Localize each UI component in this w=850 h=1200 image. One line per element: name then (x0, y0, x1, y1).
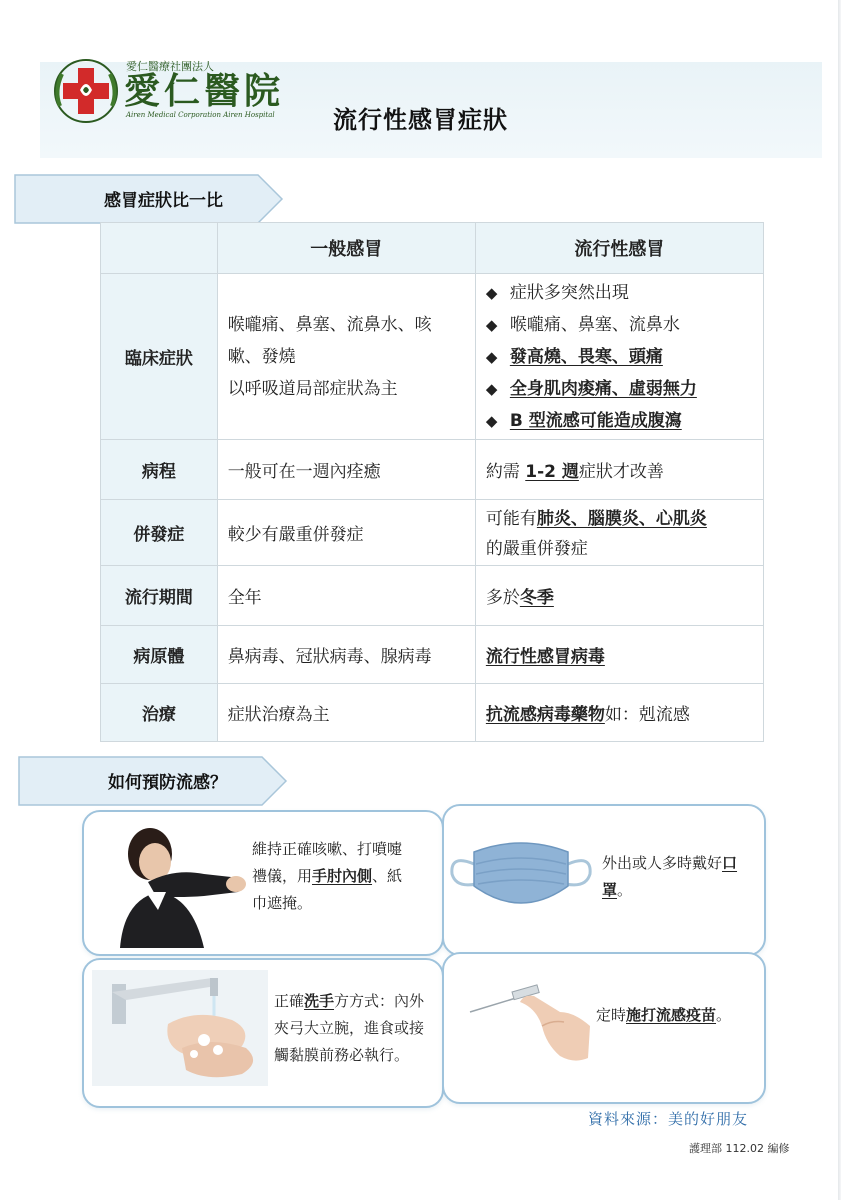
card-mask-text (602, 850, 758, 904)
hospital-logo (50, 56, 300, 126)
cell-common-treatment: 症狀治療為主 (217, 684, 475, 742)
flu-symptom-emphasis: 全身肌肉痠痛、虛弱無力 (509, 378, 697, 399)
emphasis-text: 口 (722, 854, 738, 872)
text: 禮儀，用 (252, 867, 313, 885)
list-item (486, 373, 753, 405)
table-row (101, 500, 764, 566)
card-hand-washing (82, 958, 444, 1108)
card-wash-text (274, 988, 438, 1069)
logo-org-text: 愛仁醫療社團法人 (126, 60, 214, 73)
emphasis-text: 1-2 週 (525, 462, 579, 482)
text: 約需 (485, 462, 526, 482)
text: 如：剋流感 (604, 705, 690, 725)
page-title: 流行性感冒症狀 (333, 106, 508, 134)
text: 的嚴重併發症 (485, 538, 588, 559)
text: 、紙 (372, 867, 403, 885)
text: 外出或人多時戴好 (602, 854, 723, 872)
text: 方方式：內外 (334, 992, 425, 1010)
source-credit: 資料來源：美的好朋友 (588, 1110, 749, 1128)
table-header-row (101, 223, 764, 274)
table-row (101, 274, 764, 440)
text: 。 (617, 881, 633, 899)
card-wear-mask (442, 804, 766, 956)
flu-symptom-emphasis: 發高燒、畏寒、頭痛 (509, 346, 663, 367)
cell-flu-complication (475, 500, 763, 566)
table-row (101, 440, 764, 500)
logo-english-name: Airen Medical Corporation Airen Hospital (126, 111, 275, 119)
cell-common-complication: 較少有嚴重併發症 (217, 500, 475, 566)
comparison-table (100, 222, 764, 742)
text: 觸黏膜前務必執行。 (274, 1046, 410, 1064)
cell-common-clinical (217, 274, 475, 440)
row-label-course: 病程 (101, 440, 218, 500)
card-cough-text (252, 836, 434, 917)
row-label-season: 流行期間 (101, 566, 218, 626)
emphasis-text: 流行性感冒病毒 (485, 647, 605, 667)
text: 多於 (485, 588, 520, 608)
common-clinical-line: 喉嚨痛、鼻塞、流鼻水、咳 (227, 314, 432, 335)
flu-symptom-emphasis: B 型流感可能造成腹瀉 (509, 410, 682, 431)
card-vaccine-text (596, 1002, 760, 1029)
table-row (101, 566, 764, 626)
list-item (486, 277, 753, 309)
diamond-bullet-icon: ◆ (485, 283, 498, 302)
logo-hospital-name: 愛仁醫院 (124, 70, 285, 112)
vaccine-injection-illustration (464, 972, 596, 1072)
row-label-clinical: 臨床症狀 (101, 274, 218, 440)
card-cough-etiquette (82, 810, 444, 956)
diamond-bullet-icon: ◆ (485, 347, 498, 366)
text: 症狀才改善 (578, 462, 664, 482)
row-label-treatment: 治療 (101, 684, 218, 742)
cell-flu-treatment (475, 684, 763, 742)
text: 可能有 (485, 508, 537, 529)
cell-flu-course (475, 440, 763, 500)
emphasis-text: 冬季 (519, 588, 554, 608)
emphasis-text: 施打流感疫苗 (626, 1006, 717, 1024)
hand-washing-illustration (92, 970, 268, 1086)
table-row (101, 626, 764, 684)
hospital-emblem-icon (50, 56, 122, 126)
cell-common-pathogen: 鼻病毒、冠狀病毒、腺病毒 (217, 626, 475, 684)
text: 維持正確咳嗽、打噴嚏 (252, 840, 403, 858)
text: 定時 (596, 1006, 627, 1024)
flu-symptom: 症狀多突然出現 (509, 282, 629, 303)
table-header-influenza: 流行性感冒 (475, 223, 763, 274)
table-row (101, 684, 764, 742)
document-code: 護理部 112.02 編修 (689, 1142, 790, 1155)
person-coughing-illustration (100, 820, 250, 948)
row-label-complication: 併發症 (101, 500, 218, 566)
section-banner-prevention (18, 756, 288, 802)
table-header-common-cold: 一般感冒 (217, 223, 475, 274)
emphasis-text: 抗流感病毒藥物 (485, 705, 605, 725)
text: 夾弓大立腕，進食或接 (274, 1019, 425, 1037)
diamond-bullet-icon: ◆ (485, 411, 498, 430)
row-label-pathogen: 病原體 (101, 626, 218, 684)
face-mask-illustration (446, 824, 596, 924)
text: 。 (716, 1006, 732, 1024)
text: 巾遮掩。 (252, 894, 313, 912)
section-title-compare: 感冒症狀比一比 (104, 191, 223, 211)
emphasis-text: 罩 (602, 881, 618, 899)
cell-flu-season (475, 566, 763, 626)
list-item (486, 405, 753, 437)
cell-flu-clinical (475, 274, 763, 440)
common-clinical-line: 嗽、發燒 (227, 346, 296, 367)
cell-flu-pathogen (475, 626, 763, 684)
card-flu-vaccine (442, 952, 766, 1104)
text: 正確 (274, 992, 305, 1010)
cell-common-course: 一般可在一週內痊癒 (217, 440, 475, 500)
diamond-bullet-icon: ◆ (485, 379, 498, 398)
cell-common-season: 全年 (217, 566, 475, 626)
list-item (486, 309, 753, 341)
page-edge (838, 0, 841, 1200)
emphasis-text: 手肘內側 (312, 867, 373, 885)
emphasis-text: 洗手 (304, 992, 335, 1010)
common-clinical-line: 以呼吸道局部症狀為主 (227, 378, 398, 399)
diamond-bullet-icon: ◆ (485, 315, 498, 334)
section-title-prevention: 如何預防流感？ (108, 773, 227, 793)
list-item (486, 341, 753, 373)
emphasis-text: 肺炎、腦膜炎、心肌炎 (536, 508, 707, 529)
flu-symptom: 喉嚨痛、鼻塞、流鼻水 (509, 314, 680, 335)
section-banner-compare (14, 174, 284, 220)
table-header-blank (101, 223, 218, 274)
